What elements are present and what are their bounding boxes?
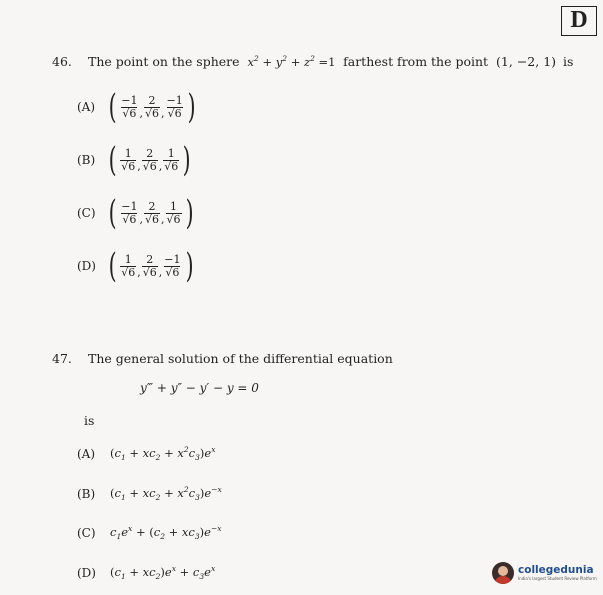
fraction [144,201,160,226]
fraction-denominator: √6 [142,159,157,173]
comma: , [137,159,141,173]
comma: , [161,106,165,120]
fraction-numerator: 1 [170,199,177,213]
option-47-b-label: (B) [77,487,96,501]
fraction-numerator: 2 [146,252,154,266]
fraction-denominator: √6 [122,106,137,120]
option-46-d-label: (D) [77,259,96,273]
right-paren: ) [182,140,191,180]
fraction [166,201,182,226]
fraction-numerator: 1 [124,146,132,160]
option-46-b-vector [106,140,194,180]
fraction-denominator: √6 [121,265,136,279]
fraction [120,254,136,279]
fraction-denominator: √6 [142,265,157,279]
question-46-text-end: is [563,54,574,69]
right-paren: ) [185,246,194,286]
paper-series-box: D [561,6,597,36]
option-47-a-expression: $(c_1 + xc_2 + x^2c_3)e^x$ [110,445,216,463]
fraction-denominator: √6 [121,159,136,173]
question-47-text: The general solution of the differential equation [87,351,393,366]
fraction [144,95,160,120]
collegedunia-logo [492,562,597,584]
fraction [163,148,179,173]
comma: , [158,265,163,279]
question-47 [52,351,393,366]
fraction-denominator: √6 [165,265,180,279]
comma: , [139,212,143,226]
option-47-b-expression: $(c_1 + xc_2 + x^2c_3)e^{-x}$ [110,485,222,503]
option-46-b-label: (B) [77,153,96,167]
fraction [142,254,158,279]
option-47-c-label: (C) [77,526,96,540]
question-47-number: 47. [52,351,72,366]
fraction-denominator: √6 [144,212,159,226]
fraction-denominator: √6 [144,106,159,120]
option-46-a-label: (A) [77,100,96,114]
fraction-numerator: 2 [148,93,156,107]
left-paren: ( [108,87,117,127]
differential-equation: y‴ + y″ − y′ − y = 0 [140,381,259,395]
right-paren: ) [187,87,196,127]
left-paren: ( [108,246,117,286]
fraction-numerator: −1 [166,93,183,107]
left-paren: ( [108,193,117,233]
option-46-c-label: (C) [77,206,96,220]
comma: , [158,159,163,173]
option-46-d-vector [106,246,196,286]
option-47-d-expression: $(c_1 + xc_2)e^x + c_3e^x$ [110,564,216,582]
question-46 [52,54,573,69]
fraction-numerator: 1 [167,146,175,160]
fraction [120,148,136,173]
comma: , [161,212,165,226]
question-46-text-after: farthest from the point [343,54,489,69]
right-paren: ) [185,193,194,233]
fraction-denominator: √6 [122,212,137,226]
fraction-numerator: −1 [121,93,138,107]
option-47-c-expression: $c_1e^x + (c_2 + xc_3)e^{-x}$ [110,524,222,542]
question-47-is: is [84,413,95,428]
fraction [166,95,184,120]
fraction-numerator: −1 [164,252,181,266]
fraction [120,95,138,120]
mascot-avatar-icon [492,562,514,584]
fraction-denominator: √6 [164,159,179,173]
question-46-text-before: The point on the sphere [87,54,240,69]
option-46-a-vector [106,87,198,127]
question-46-point: (1, −2, 1) [496,54,557,69]
fraction [120,201,138,226]
fraction [142,148,158,173]
fraction-numerator: −1 [121,199,138,213]
fraction-denominator: √6 [166,212,181,226]
option-47-d-label: (D) [77,566,96,580]
left-paren: ( [108,140,117,180]
sphere-equation: $x^2 + y^2 + z^2 =1$ [247,54,336,69]
logo-name: collegedunia [518,564,594,576]
fraction [163,254,181,279]
option-46-c-vector [106,193,196,233]
option-47-a-label: (A) [77,447,96,461]
comma: , [137,265,141,279]
comma: , [139,106,143,120]
fraction-denominator: √6 [167,106,182,120]
fraction-numerator: 2 [146,146,154,160]
fraction-numerator: 1 [124,252,132,266]
logo-tagline: India's largest Student Review Platform [518,576,597,581]
question-46-number: 46. [52,54,72,69]
fraction-numerator: 2 [148,199,156,213]
